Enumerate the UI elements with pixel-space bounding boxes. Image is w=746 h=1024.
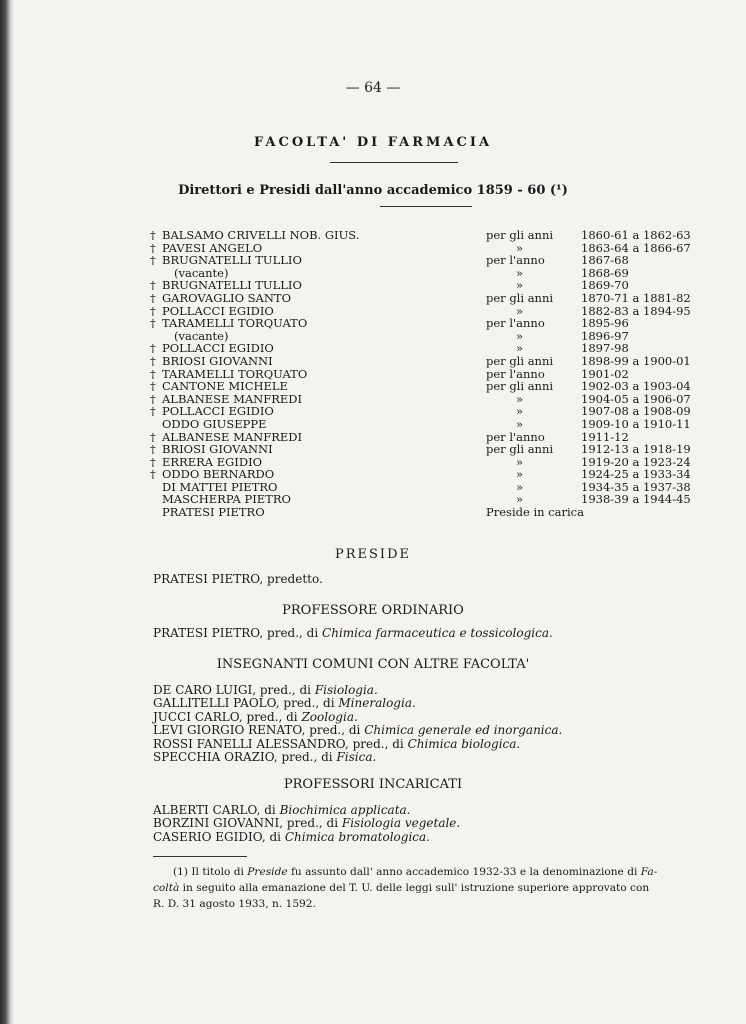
dagger-mark: † — [150, 290, 156, 305]
faculty-member-entry — [153, 751, 562, 764]
director-period: per l'anno — [486, 429, 545, 444]
footnote-rule — [153, 856, 247, 857]
director-years: 1919-20 a 1923-24 — [581, 454, 691, 469]
director-years: 1863-64 a 1866-67 — [581, 240, 691, 255]
director-name — [150, 506, 265, 519]
director-period: » — [516, 454, 524, 469]
director-row — [150, 317, 710, 330]
insegnanti-comuni-heading: INSEGNANTI COMUNI CON ALTRE FACOLTA' — [216, 657, 530, 672]
professore-ordinario-heading: PROFESSORE ORDINARIO — [282, 603, 464, 618]
director-years: 1924-25 a 1933-34 — [581, 467, 691, 482]
faculty-member-entry — [153, 697, 562, 710]
director-name-text: POLLACCI EGIDIO — [162, 404, 274, 419]
dagger-mark: † — [150, 240, 156, 255]
director-years: 1896-97 — [581, 328, 629, 343]
footnote-italic: Fa- — [640, 866, 658, 878]
dagger-mark: † — [150, 228, 156, 242]
director-name-text: BRIOSI GIOVANNI — [162, 353, 273, 368]
director-name-text: GAROVAGLIO SANTO — [162, 290, 291, 305]
entry-prefix: PRATESI PIETRO, pred., di — [153, 626, 319, 640]
entry-prefix: DE CARO LUIGI, pred., di — [153, 683, 312, 697]
director-years: 1860-61 a 1862-63 — [581, 228, 691, 242]
faculty-member-entry — [153, 724, 562, 737]
page-binding-edge — [0, 0, 14, 1024]
footnote-text: (1) Il titolo di — [173, 866, 244, 878]
entry-subject: Biochimica applicata. — [279, 803, 411, 817]
director-name-text: BRIOSI GIOVANNI — [162, 442, 273, 457]
director-period: » — [516, 404, 524, 419]
entry-prefix: BORZINI GIOVANNI, pred., di — [153, 816, 339, 831]
footnote-italic: Preside — [247, 866, 288, 878]
footnote-line — [153, 880, 693, 896]
entry-prefix: SPECCHIA ORAZIO, pred., di — [153, 750, 333, 765]
entry-subject: Chimica biologica. — [407, 736, 521, 751]
insegnanti-comuni-list — [153, 684, 562, 764]
preside-heading: PRESIDE — [335, 547, 411, 562]
director-name-text: BALSAMO CRIVELLI NOB. GIUS. — [162, 228, 360, 242]
footnote-line — [153, 864, 693, 880]
entry-subject: Mineralogia. — [338, 696, 416, 711]
director-period: per l'anno — [486, 366, 545, 381]
director-row — [150, 506, 710, 519]
entry-subject: Chimica generale ed inorganica. — [364, 723, 563, 738]
dagger-mark: † — [150, 442, 156, 457]
director-years: 1904-05 a 1906-07 — [581, 391, 691, 406]
dagger-mark: † — [150, 316, 156, 331]
professori-incaricati-list — [153, 804, 460, 844]
subtitle-rule — [380, 206, 472, 207]
director-years: 1868-69 — [581, 265, 629, 280]
faculty-member-entry — [153, 684, 562, 697]
director-period: » — [516, 341, 524, 356]
director-period: » — [516, 278, 524, 293]
entry-prefix: ALBERTI CARLO, di — [153, 803, 276, 817]
footnote-text: fu assunto dall' anno accademico 1932-33 e la denominazione di — [291, 866, 638, 878]
faculty-member-entry — [153, 817, 460, 830]
director-period: per gli anni — [486, 379, 554, 394]
director-years: 1898-99 a 1900-01 — [581, 353, 691, 368]
entry-subject: Fisica. — [336, 750, 377, 765]
director-name-text: BRUGNATELLI TULLIO — [162, 278, 302, 293]
entry-prefix: LEVI GIORGIO RENATO, pred., di — [153, 723, 361, 738]
director-row — [150, 254, 710, 267]
professore-ordinario-line — [153, 627, 553, 640]
director-years: 1902-03 a 1903-04 — [581, 379, 691, 394]
professori-incaricati-heading: PROFESSORI INCARICATI — [283, 777, 463, 792]
director-years: 1909-10 a 1910-11 — [581, 416, 691, 431]
dagger-mark: † — [150, 353, 156, 368]
dagger-mark: † — [150, 379, 156, 394]
director-name-text: POLLACCI EGIDIO — [162, 341, 274, 356]
title-rule — [330, 162, 458, 163]
director-name-text: CANTONE MICHELE — [162, 379, 288, 394]
director-period: per gli anni — [486, 353, 554, 368]
entry-subject: Fisiologia. — [314, 683, 378, 697]
dagger-mark: † — [150, 429, 156, 444]
director-name-text: MASCHERPA PIETRO — [162, 492, 291, 507]
entry-subject: Chimica farmaceutica e tossicologica. — [322, 626, 553, 640]
directors-list — [150, 229, 710, 519]
director-period: per l'anno — [486, 316, 545, 331]
director-name-text: POLLACCI EGIDIO — [162, 303, 274, 318]
professore-ordinario-entry — [153, 627, 553, 640]
director-name-text: (vacante) — [174, 328, 229, 343]
director-name-text: ERRERA EGIDIO — [162, 454, 263, 469]
entry-prefix: CASERIO EGIDIO, di — [153, 829, 281, 844]
director-name-text: TARAMELLI TORQUATO — [162, 316, 308, 331]
director-name-text: PAVESI ANGELO — [162, 240, 263, 255]
dagger-mark: † — [150, 253, 156, 268]
director-years: 1907-08 a 1908-09 — [581, 404, 691, 419]
footnote-text: in seguito alla emanazione del T. U. delle leggi sull' istruzione superiore approvato con — [182, 882, 650, 894]
director-name-text: TARAMELLI TORQUATO — [162, 366, 308, 381]
footnote-line: R. D. 31 agosto 1933, n. 1592. — [153, 898, 316, 910]
dagger-mark: † — [150, 454, 156, 469]
director-years: 1911-12 — [581, 429, 629, 444]
director-period: per l'anno — [486, 253, 545, 268]
director-period: » — [516, 303, 524, 318]
director-years: 1870-71 a 1881-82 — [581, 290, 691, 305]
director-period: Preside in carica — [486, 505, 584, 520]
directors-title: Direttori e Presidi dall'anno accademico 1859 - 60 (¹) — [178, 183, 568, 198]
entry-prefix: JUCCI CARLO, pred., di — [153, 709, 298, 724]
entry-prefix: ROSSI FANELLI ALESSANDRO, pred., di — [153, 736, 404, 751]
director-name-text: ALBANESE MANFREDI — [162, 429, 303, 444]
dagger-mark: † — [150, 404, 156, 419]
director-years: 1882-83 a 1894-95 — [581, 303, 691, 318]
faculty-member-entry — [153, 711, 562, 724]
dagger-mark: † — [150, 341, 156, 356]
director-years: 1901-02 — [581, 366, 629, 381]
page-number: — 64 — — [345, 80, 401, 96]
director-period: » — [516, 467, 524, 482]
director-name-text: BRUGNATELLI TULLIO — [162, 253, 302, 268]
dagger-mark: † — [150, 366, 156, 381]
director-period: » — [516, 391, 524, 406]
director-years: 1897-98 — [581, 341, 629, 356]
dagger-mark: † — [150, 303, 156, 318]
director-name-text: ALBANESE MANFREDI — [162, 391, 303, 406]
director-years: 1934-35 a 1937-38 — [581, 479, 691, 494]
director-years: 1869-70 — [581, 278, 629, 293]
footnote-italic: coltà — [153, 882, 180, 894]
director-years: 1867-68 — [581, 253, 629, 268]
dagger-mark: † — [150, 391, 156, 406]
director-period: per gli anni — [486, 228, 554, 242]
faculty-member-entry — [153, 804, 460, 817]
director-period: » — [516, 492, 524, 507]
faculty-title: FACOLTA' DI FARMACIA — [253, 135, 493, 150]
director-name-text: ODDO GIUSEPPE — [162, 416, 267, 431]
director-period: » — [516, 416, 524, 431]
director-years: 1938-39 a 1944-45 — [581, 492, 691, 507]
director-period: » — [516, 265, 524, 280]
director-name-text: DI MATTEI PIETRO — [162, 479, 278, 494]
faculty-member-entry — [153, 738, 562, 751]
dagger-mark: † — [150, 467, 156, 482]
faculty-member-entry — [153, 831, 460, 844]
entry-prefix: GALLITELLI PAOLO, pred., di — [153, 696, 335, 711]
entry-subject: Fisiologia vegetale. — [341, 816, 461, 831]
director-period: per gli anni — [486, 442, 554, 457]
director-name-text: ODDO BERNARDO — [162, 467, 275, 482]
director-name-text: (vacante) — [174, 265, 229, 280]
preside-entry — [153, 573, 323, 586]
footnote — [153, 864, 693, 912]
preside-line: PRATESI PIETRO, predetto. — [153, 572, 323, 586]
director-period: » — [516, 479, 524, 494]
dagger-mark: † — [150, 278, 156, 293]
director-period: » — [516, 328, 524, 343]
director-years: 1912-13 a 1918-19 — [581, 442, 691, 457]
entry-subject: Zoologia. — [301, 709, 358, 724]
director-name-text: PRATESI PIETRO — [162, 505, 265, 520]
director-period: per gli anni — [486, 290, 554, 305]
entry-subject: Chimica bromatologica. — [284, 829, 430, 844]
director-period: » — [516, 240, 524, 255]
director-years: 1895-96 — [581, 316, 629, 331]
